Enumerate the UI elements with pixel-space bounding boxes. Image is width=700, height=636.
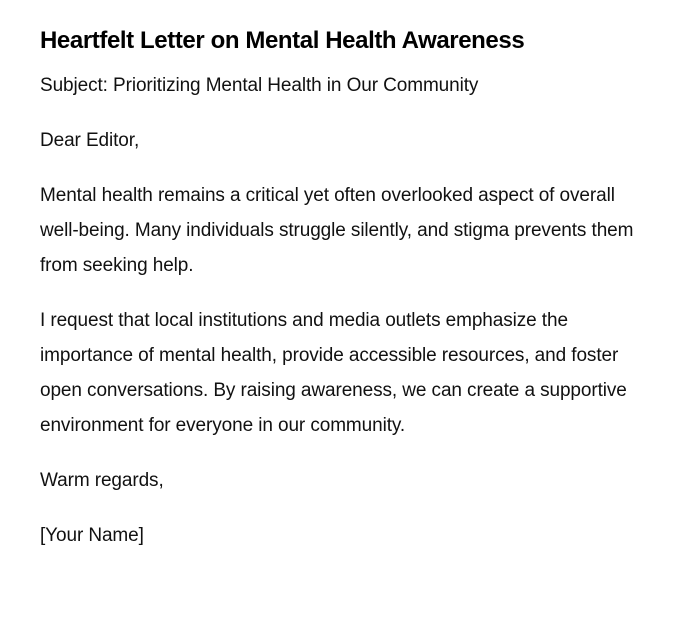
letter-body-paragraph-2: I request that local institutions and media outlets emphasize the importance of mental health, provide accessible resources, and foster open conversations. By raising awareness, we can create a supportive environment for everyone in our community. (40, 310, 627, 436)
letter-salutation: Dear Editor, (40, 130, 140, 151)
letter-signature: [Your Name] (40, 525, 144, 546)
letter-title: Heartfelt Letter on Mental Health Awareness (40, 27, 525, 54)
letter-body-paragraph-1: Mental health remains a critical yet often overlooked aspect of overall well-being. Many individuals struggle silently, and stigma prevents them from seeking help. (40, 185, 634, 276)
letter-closing: Warm regards, (40, 470, 164, 491)
letter-subject: Subject: Prioritizing Mental Health in Our Community (40, 75, 479, 96)
